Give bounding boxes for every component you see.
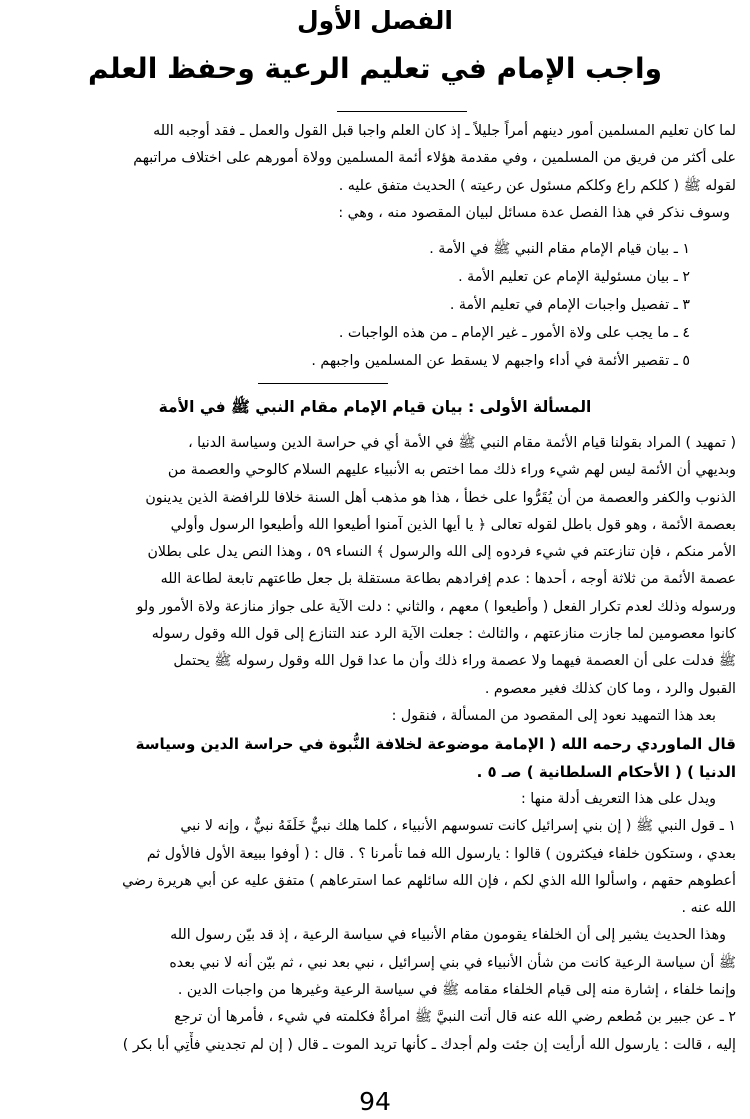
intro-line: لقوله ﷺ ( كلكم راع وكلكم مسئول عن رعيته ) الحديث متفق عليه . [338, 177, 736, 194]
text-line: بعد هذا التمهيد نعود إلى المقصود من المسألة ، فنقول : [391, 707, 716, 724]
text-line: وإنما خلفاء ، إشارة منه إلى قيام الخلفاء مقامه ﷺ في سياسة الرعية وغيرها من واجبات الدين . [177, 982, 736, 999]
text-line: أعطوهم حقهم ، واسألوا الله الذي لكم ، فإن الله سائلهم عما استرعاهم ) متفق عليه عن أبي هريرة رضي [122, 872, 736, 889]
intro-line: لما كان تعليم المسلمين أمور دينهم أمراً جليلاً ـ إذ كان العلم واجبا قبل القول والعمل ـ فقد أوجبه الله [153, 123, 736, 139]
chapter-subtitle: واجب الإمام في تعليم الرعية وحفظ العلم [87, 52, 662, 85]
text-line: ١ ـ قول النبي ﷺ ( إن بني إسرائيل كانت تسوسهم الأنبياء ، كلما هلك نبيٌّ خَلَفَهُ نبيٌّ ، وإنه لا نبي [180, 818, 736, 835]
quote-line: الدنيا ) ( الأحكام السلطانية ) صـ ٥ . [476, 763, 736, 781]
text-line: الله عنه . [681, 900, 736, 917]
text-line: وبديهي أن الأئمة ليس لهم شيء وراء ذلك مما اختص به الأنبياء عليهم السلام كالوحي والعصمة من [167, 462, 736, 479]
title-divider [337, 111, 467, 112]
chapter-title: الفصل الأول [296, 6, 454, 35]
quote-paragraph [14, 730, 736, 786]
intro-line: وسوف نذكر في هذا الفصل عدة مسائل لبيان المقصود منه ، وهي : [338, 204, 730, 221]
section-heading: المسألة الأولى : بيان قيام الإمام مقام النبي ﷺ في الأمة [158, 398, 592, 416]
quote-line: قال الماوردي رحمه الله ( الإمامة موضوعة لخلافة النُّبوة في حراسة الدين وسياسة [135, 735, 736, 753]
text-line: ويدل على هذا التعريف أدلة منها : [520, 791, 716, 807]
text-line: الأمر منكم ، فإن تنازعتم في شيء فردوه إلى الله والرسول ﴾ النساء ٥٩ ، وهذا النص يدل على بطلان [147, 544, 736, 561]
list-item: ١ ـ بيان قيام الإمام مقام النبي ﷺ في الأمة . [429, 241, 690, 257]
text-line: كانوا معصومين لما جازت منازعتهم ، والثالث : جعلت الآية الرد عند التنازع إلى قول الله وقول رسوله [151, 626, 736, 643]
intro-paragraph [14, 118, 736, 227]
intro-list [90, 235, 690, 375]
text-line: ٢ ـ عن جبير بن مُطعم رضي الله عنه قال أتت النبيَّ ﷺ امرأةٌ فكلمته في شيء ، فأمرها أن ترجع [174, 1009, 736, 1026]
text-line: ورسوله وذلك لعدم تكرار الفعل ( وأطيعوا ) معهم ، والثاني : دلت الآية على جواز منازعة ولاة الأمور ولو [136, 598, 736, 615]
page-number: 94 [359, 1087, 391, 1116]
evidence-paragraph [14, 786, 736, 1059]
text-line: عصمة الأئمة من ثلاثة أوجه ، أحدها : عدم إفرادهم بطاعة مستقلة بل جعل طاعتهم تابعة لطاعة الله [160, 571, 736, 588]
list-item: ٤ ـ ما يجب على ولاة الأمور ـ غير الإمام ـ من هذه الواجبات . [338, 325, 690, 341]
text-line: القبول والرد ، وما كان كذلك فغير معصوم . [484, 680, 736, 697]
list-item: ٢ ـ بيان مسئولية الإمام عن تعليم الأمة . [458, 269, 690, 285]
section-paragraph [14, 430, 736, 730]
text-line: بعدي ، وستكون خلفاء فيكثرون ) قالوا : يارسول الله فما تأمرنا ؟ . قال : ( أوفوا ببيعة الأول فالأول ثم [146, 845, 736, 862]
text-line: الذنوب والكفر والعصمة من أن يُقَرُّوا على خطأ ، هذا هو مذهب أهل السنة خلافا للرافضة الذين يدينون [145, 489, 736, 506]
text-line: إليه ، قالت : يارسول الله أرأيت إن جئت ولم أجدك ـ كأنها تريد الموت ـ قال ( إن لم تجديني فأْتِي أبا بكر ) [122, 1036, 736, 1053]
text-line: وهذا الحديث يشير إلى أن الخلفاء يقومون مقام الأنبياء في سياسة الرعية ، إذ قد بيّن رسول الله [170, 927, 726, 944]
text-line: بعصمة الأئمة ، وهو قول باطل لقوله تعالى ﴿ يا أيها الذين آمنوا أطيعوا الله وأطيعوا الرسول وأولي [170, 516, 736, 533]
list-item: ٥ ـ تقصير الأئمة في أداء واجبهم لا يسقط عن المسلمين واجبهم . [311, 353, 690, 369]
section-divider [258, 383, 388, 384]
intro-line: على أكثر من فريق من المسلمين ، وفي مقدمة هؤلاء أئمة المسلمين وولاة أمورهم على اختلاف مراتبهم [133, 150, 736, 167]
text-line: ( تمهيد ) المراد بقولنا قيام الأئمة مقام النبي ﷺ في الأمة أي في حراسة الدين وسياسة الدنيا ، [188, 435, 736, 451]
text-line: ﷺ فدلت على أن العصمة فيهما ولا عصمة وراء ذلك وأن ما عدا قول الله وقول رسوله ﷺ يحتمل [173, 653, 736, 670]
text-line: ﷺ أن سياسة الرعية كانت من شأن الأنبياء في بني إسرائيل ، نبي بعد نبي ، ثم بيّن أنه لا نبي بعده [169, 954, 736, 971]
list-item: ٣ ـ تفصيل واجبات الإمام في تعليم الأمة . [449, 297, 690, 313]
